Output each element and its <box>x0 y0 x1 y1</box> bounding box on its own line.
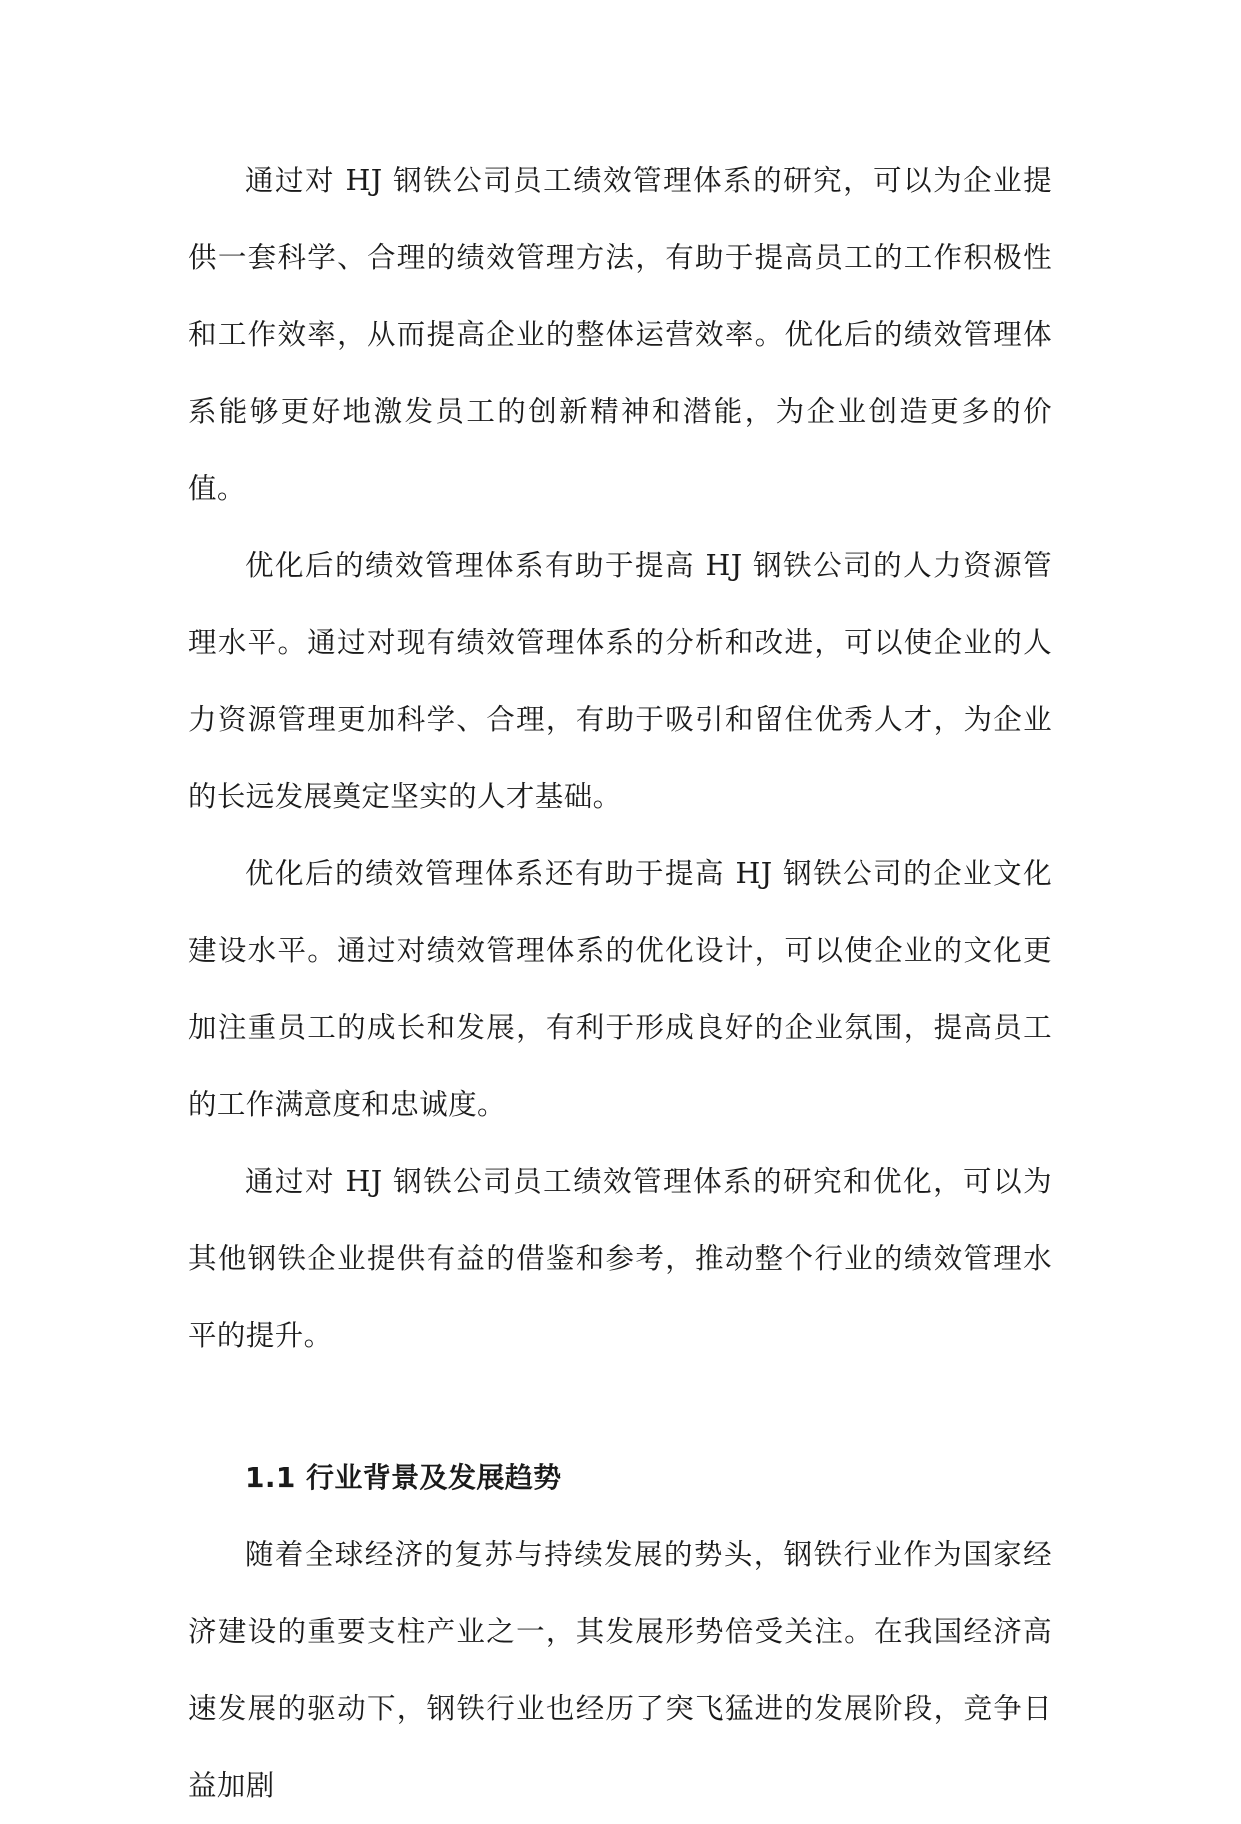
paragraph-4: 通过对 HJ 钢铁公司员工绩效管理体系的研究和优化，可以为其他钢铁企业提供有益的借鉴和参考，推动整个行业的绩效管理水平的提升。 <box>188 1165 1052 1352</box>
paragraph-3: 优化后的绩效管理体系还有助于提高 HJ 钢铁公司的企业文化建设水平。通过对绩效管理体系的优化设计，可以使企业的文化更加注重员工的成长和发展，有利于形成良好的企业氛围，提高员工的工作满意度和忠诚度。 <box>188 857 1052 1121</box>
paragraph-1: 通过对 HJ 钢铁公司员工绩效管理体系的研究，可以为企业提供一套科学、合理的绩效管理方法，有助于提高员工的工作积极性和工作效率，从而提高企业的整体运营效率。优化后的绩效管理体系能够更好地激发员工的创新精神和潜能，为企业创造更多的价值。 <box>188 164 1052 505</box>
section-heading: 1.1 行业背景及发展趋势 <box>245 1461 562 1494</box>
paragraph-2: 优化后的绩效管理体系有助于提高 HJ 钢铁公司的人力资源管理水平。通过对现有绩效管理体系的分析和改进，可以使企业的人力资源管理更加科学、合理，有助于吸引和留住优秀人才，为企业的长远发展奠定坚实的人才基础。 <box>188 549 1052 813</box>
page-content <box>188 142 1052 1824</box>
section-paragraph-1: 随着全球经济的复苏与持续发展的势头，钢铁行业作为国家经济建设的重要支柱产业之一，其发展形势倍受关注。在我国经济高速发展的驱动下，钢铁行业也经历了突飞猛进的发展阶段，竞争日益加剧 <box>188 1538 1052 1802</box>
